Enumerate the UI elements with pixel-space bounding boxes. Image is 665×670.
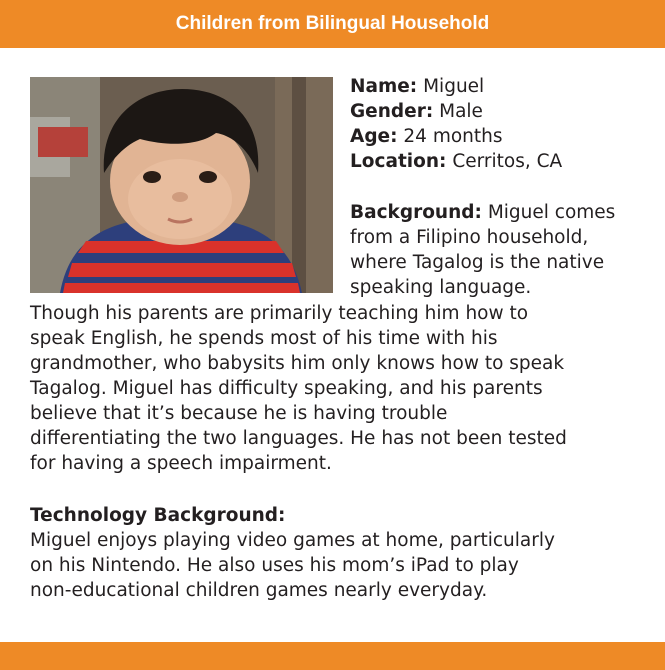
background-line: Tagalog. Miguel has difficulty speaking, and his parents (30, 378, 543, 399)
background-line: believe that it’s because he is having trouble (30, 403, 448, 424)
background-line: speaking language. (350, 277, 532, 298)
technology-label: Technology Background: (30, 505, 286, 526)
background-line: where Tagalog is the native (350, 252, 605, 273)
profile-gender: Gender: Male (350, 101, 483, 122)
technology-line: non-educational children games nearly everyday. (30, 580, 488, 601)
profile-info (350, 74, 650, 174)
background-line: grandmother, who babysits him only knows how to speak (30, 353, 565, 374)
technology-line: on his Nintendo. He also uses his mom’s iPad to play (30, 555, 519, 576)
background-line: Background: Miguel comes (350, 202, 616, 223)
background-label: Background: (350, 202, 482, 223)
background-line: speak English, he spends most of his time with his (30, 328, 498, 349)
profile-location: Location: Cerritos, CA (350, 151, 563, 172)
header-title: Children from Bilingual Household (175, 13, 490, 34)
child-photo (30, 77, 333, 293)
technology-line: Miguel enjoys playing video games at home, particularly (30, 530, 555, 551)
technology-section (30, 503, 650, 603)
background-line: from a Filipino household, (350, 227, 589, 248)
background-line: for having a speech impairment. (30, 453, 332, 474)
background-intro (350, 200, 650, 300)
background-line: Though his parents are primarily teaching him how to (30, 303, 529, 324)
header-banner (0, 0, 665, 48)
profile-name: Name: Miguel (350, 76, 485, 97)
profile-age: Age: 24 months (350, 126, 503, 147)
background-line: differentiating the two languages. He has not been tested (30, 428, 567, 449)
background-body (30, 301, 650, 476)
footer-bar (0, 642, 665, 670)
